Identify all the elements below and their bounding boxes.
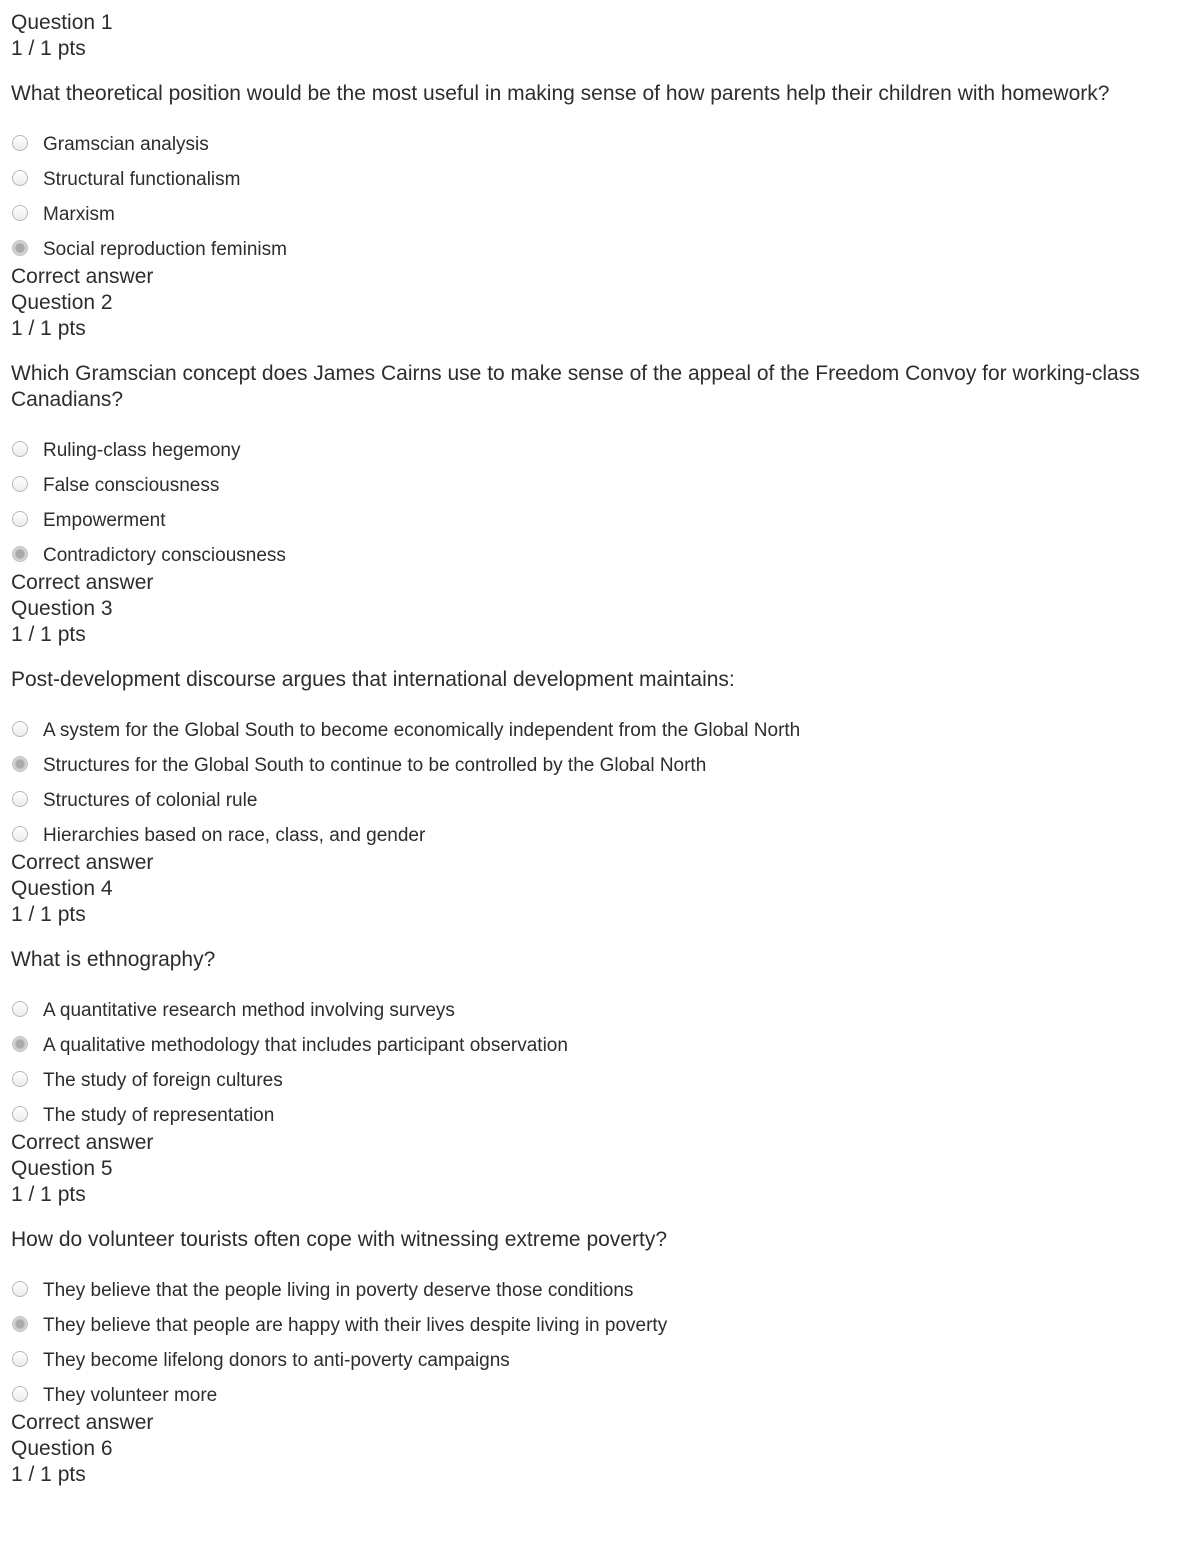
correct-answer-label: Correct answer bbox=[11, 1411, 154, 1434]
radio-button[interactable] bbox=[12, 1351, 28, 1367]
question-title: Question 5 bbox=[11, 1157, 113, 1180]
answer-label: Hierarchies based on race, class, and gender bbox=[43, 824, 426, 846]
radio-button[interactable] bbox=[12, 441, 28, 457]
question-text: What is ethnography? bbox=[11, 948, 216, 971]
answer-list bbox=[11, 993, 1200, 1133]
answer-label: Structural functionalism bbox=[43, 168, 241, 190]
answer-option[interactable] bbox=[11, 1063, 1200, 1098]
radio-button-selected[interactable] bbox=[12, 756, 28, 772]
answer-label: They believe that people are happy with their lives despite living in poverty bbox=[43, 1314, 668, 1336]
answer-label: Structures for the Global South to continue to be controlled by the Global North bbox=[43, 754, 707, 776]
answer-label: Social reproduction feminism bbox=[43, 238, 287, 260]
question-3 bbox=[11, 596, 1200, 876]
answer-label: Empowerment bbox=[43, 509, 166, 531]
answer-label: A qualitative methodology that includes participant observation bbox=[43, 1034, 568, 1056]
question-points: 1 / 1 pts bbox=[11, 903, 86, 926]
answer-option[interactable] bbox=[11, 433, 1200, 468]
question-text: How do volunteer tourists often cope with witnessing extreme poverty? bbox=[11, 1228, 667, 1251]
correct-answer-label: Correct answer bbox=[11, 1131, 154, 1154]
radio-button-selected[interactable] bbox=[12, 1316, 28, 1332]
correct-answer-label: Correct answer bbox=[11, 571, 154, 594]
question-text: Which Gramscian concept does James Cairns use to make sense of the appeal of the Freedom Convoy for working-class Canadians? bbox=[11, 362, 1140, 411]
radio-button[interactable] bbox=[12, 135, 28, 151]
question-title: Question 2 bbox=[11, 291, 113, 314]
answer-label: False consciousness bbox=[43, 474, 220, 496]
answer-label: A system for the Global South to become economically independent from the Global North bbox=[43, 719, 801, 741]
answer-option[interactable] bbox=[11, 197, 1200, 232]
radio-button[interactable] bbox=[12, 1071, 28, 1087]
radio-button[interactable] bbox=[12, 791, 28, 807]
answer-label: A quantitative research method involving surveys bbox=[43, 999, 455, 1021]
radio-button[interactable] bbox=[12, 1281, 28, 1297]
question-4 bbox=[11, 876, 1200, 1156]
answer-option[interactable] bbox=[11, 748, 1200, 783]
question-2 bbox=[11, 290, 1200, 596]
answer-label: They believe that the people living in poverty deserve those conditions bbox=[43, 1279, 634, 1301]
answer-option[interactable] bbox=[11, 538, 1200, 573]
answer-label: Ruling-class hegemony bbox=[43, 439, 241, 461]
answer-option[interactable] bbox=[11, 783, 1200, 818]
radio-button-selected[interactable] bbox=[12, 240, 28, 256]
radio-button[interactable] bbox=[12, 826, 28, 842]
question-points: 1 / 1 pts bbox=[11, 623, 86, 646]
answer-option[interactable] bbox=[11, 818, 1200, 853]
correct-answer-label: Correct answer bbox=[11, 265, 154, 288]
question-title: Question 3 bbox=[11, 597, 113, 620]
correct-answer-label: Correct answer bbox=[11, 851, 154, 874]
radio-button-selected[interactable] bbox=[12, 1036, 28, 1052]
answer-option[interactable] bbox=[11, 1098, 1200, 1133]
radio-button[interactable] bbox=[12, 170, 28, 186]
question-points: 1 / 1 pts bbox=[11, 37, 86, 60]
question-text: Post-development discourse argues that international development maintains: bbox=[11, 668, 735, 691]
question-points: 1 / 1 pts bbox=[11, 317, 86, 340]
answer-list bbox=[11, 713, 1200, 853]
answer-label: Marxism bbox=[43, 203, 115, 225]
radio-button-selected[interactable] bbox=[12, 546, 28, 562]
answer-list bbox=[11, 1273, 1200, 1413]
radio-button[interactable] bbox=[12, 1386, 28, 1402]
answer-label: Structures of colonial rule bbox=[43, 789, 258, 811]
answer-label: They become lifelong donors to anti-poverty campaigns bbox=[43, 1349, 510, 1371]
radio-button[interactable] bbox=[12, 205, 28, 221]
answer-option[interactable] bbox=[11, 1308, 1200, 1343]
radio-button[interactable] bbox=[12, 1001, 28, 1017]
answer-option[interactable] bbox=[11, 993, 1200, 1028]
answer-label: Contradictory consciousness bbox=[43, 544, 286, 566]
answer-label: Gramscian analysis bbox=[43, 133, 209, 155]
answer-label: The study of foreign cultures bbox=[43, 1069, 283, 1091]
question-title: Question 1 bbox=[11, 11, 113, 34]
question-points: 1 / 1 pts bbox=[11, 1183, 86, 1206]
answer-option[interactable] bbox=[11, 1343, 1200, 1378]
radio-button[interactable] bbox=[12, 721, 28, 737]
question-1 bbox=[11, 10, 1200, 290]
answer-list bbox=[11, 127, 1200, 267]
answer-option[interactable] bbox=[11, 503, 1200, 538]
answer-label: The study of representation bbox=[43, 1104, 275, 1126]
radio-button[interactable] bbox=[12, 1106, 28, 1122]
answer-option[interactable] bbox=[11, 1273, 1200, 1308]
question-6 bbox=[11, 1436, 1200, 1488]
answer-option[interactable] bbox=[11, 162, 1200, 197]
radio-button[interactable] bbox=[12, 476, 28, 492]
answer-label: They volunteer more bbox=[43, 1384, 218, 1406]
answer-option[interactable] bbox=[11, 127, 1200, 162]
question-title: Question 4 bbox=[11, 877, 113, 900]
question-points: 1 / 1 pts bbox=[11, 1463, 86, 1486]
answer-option[interactable] bbox=[11, 1378, 1200, 1413]
question-5 bbox=[11, 1156, 1200, 1436]
answer-list bbox=[11, 433, 1200, 573]
question-text: What theoretical position would be the most useful in making sense of how parents help their children with homework? bbox=[11, 82, 1110, 105]
radio-button[interactable] bbox=[12, 511, 28, 527]
answer-option[interactable] bbox=[11, 1028, 1200, 1063]
answer-option[interactable] bbox=[11, 468, 1200, 503]
answer-option[interactable] bbox=[11, 713, 1200, 748]
answer-option[interactable] bbox=[11, 232, 1200, 267]
question-title: Question 6 bbox=[11, 1437, 113, 1460]
